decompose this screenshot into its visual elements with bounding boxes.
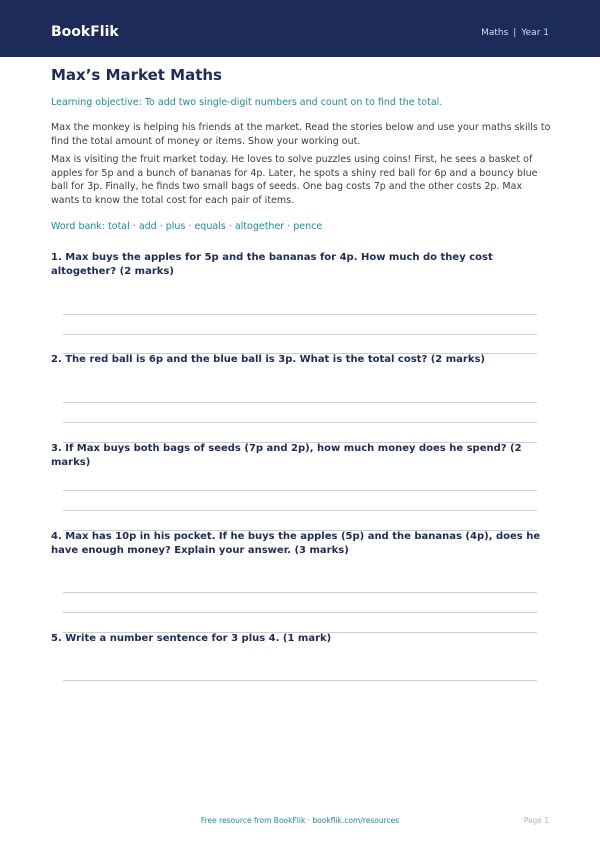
question-1: 1. Max buys the apples for 5p and the bananas for 4p. How much do they cost altogether? (2 marks) bbox=[51, 252, 493, 277]
subject-label: Maths bbox=[481, 28, 509, 38]
question-4: 4. Max has 10p in his pocket. If he buys the apples (5p) and the bananas (4p), does he have enough money? Explain your answer. (3 marks) bbox=[51, 531, 541, 556]
page-header bbox=[0, 0, 600, 57]
question-2: 2. The red ball is 6p and the blue ball is 3p. What is the total cost? (2 marks) bbox=[51, 354, 486, 365]
learning-objective: Learning objective: To add two single-digit numbers and count on to find the total. bbox=[51, 97, 443, 108]
header-separator: | bbox=[513, 28, 517, 38]
question-3: 3. If Max buys both bags of seeds (7p and 2p), how much money does he spend? (2 marks) bbox=[51, 443, 522, 468]
page-title: Max’s Market Maths bbox=[51, 66, 222, 84]
footer-text: Free resource from BookFlik · bookflik.com/resources bbox=[200, 816, 400, 825]
answer-line[interactable] bbox=[63, 510, 537, 511]
intro-paragraph: Max the monkey is helping his friends at the market. Read the stories below and use your maths skills to find the total amount of money or items. Show your working out. bbox=[51, 122, 551, 147]
answer-line[interactable] bbox=[63, 334, 537, 335]
answer-line[interactable] bbox=[63, 490, 537, 491]
answer-line[interactable] bbox=[63, 402, 537, 403]
word-bank: Word bank: total · add · plus · equals · altogether · pence bbox=[51, 221, 323, 232]
answer-line[interactable] bbox=[63, 314, 537, 315]
header-meta bbox=[481, 28, 549, 39]
question-5: 5. Write a number sentence for 3 plus 4. (1 mark) bbox=[51, 633, 332, 644]
answer-line[interactable] bbox=[63, 592, 537, 593]
answer-line[interactable] bbox=[63, 422, 537, 423]
year-label: Year 1 bbox=[521, 28, 549, 38]
answer-line[interactable] bbox=[63, 680, 537, 681]
page-number: Page 1 bbox=[523, 816, 549, 825]
story-paragraph: Max is visiting the fruit market today. He loves to solve puzzles using coins! First, he sees a basket of apples for 5p and a bunch of bananas for 4p. Later, he spots a shiny red ball for 6p and a bouncy blue ball for 3p. Finally, he finds two small bags of seeds. One bag costs 7p and the other costs 2p. Max wants to know the total cost for each pair of items. bbox=[51, 154, 538, 206]
brand-logo: BookFlik bbox=[51, 24, 119, 40]
answer-line[interactable] bbox=[63, 612, 537, 613]
